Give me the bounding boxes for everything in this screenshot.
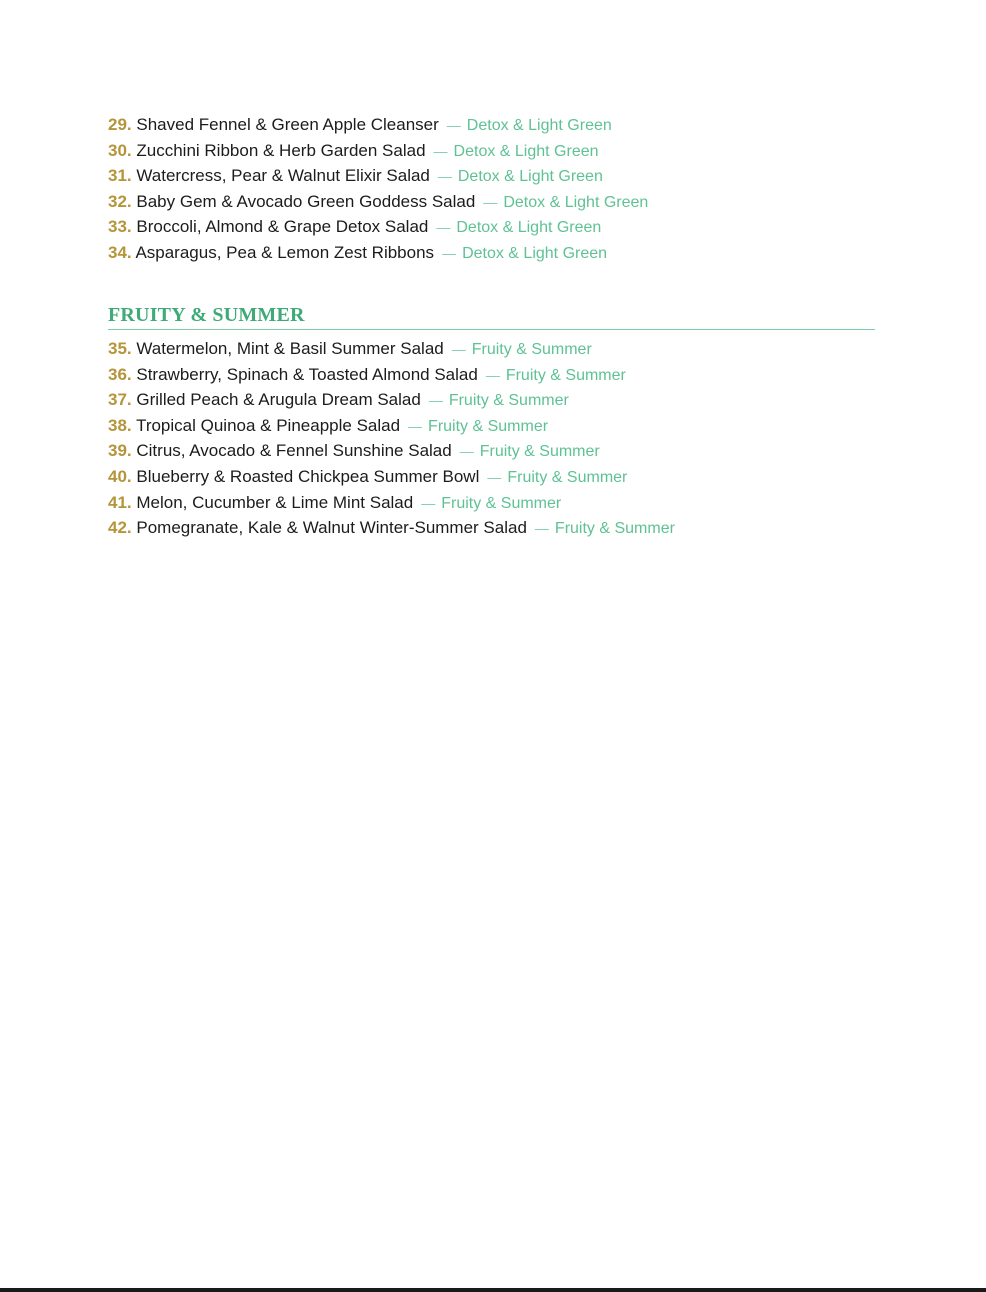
item-separator: — bbox=[485, 366, 500, 383]
item-number: 38. bbox=[108, 415, 132, 435]
item-title: Citrus, Avocado & Fennel Sunshine Salad bbox=[136, 441, 452, 461]
item-category: Fruity & Summer bbox=[471, 341, 592, 358]
list-item bbox=[108, 112, 648, 138]
item-number: 32. bbox=[108, 191, 132, 211]
item-separator: — bbox=[451, 341, 466, 357]
item-number: 29. bbox=[108, 115, 132, 134]
item-title: Blueberry & Roasted Chickpea Summer Bowl bbox=[136, 466, 480, 486]
section-heading-fruity-summer: FRUITY & SUMMER bbox=[108, 304, 305, 326]
item-number: 35. bbox=[108, 339, 132, 358]
list-item bbox=[108, 362, 675, 388]
item-title: Shaved Fennel & Green Apple Cleanser bbox=[136, 115, 439, 134]
item-number: 34. bbox=[108, 242, 132, 262]
list-item bbox=[108, 387, 675, 413]
fruity-salad-list bbox=[108, 336, 675, 541]
item-number: 39. bbox=[108, 441, 132, 461]
item-separator: — bbox=[408, 417, 423, 434]
list-item bbox=[108, 214, 648, 240]
item-category: Detox & Light Green bbox=[462, 244, 608, 262]
item-number: 41. bbox=[108, 492, 132, 512]
list-item bbox=[108, 240, 648, 266]
item-category: Detox & Light Green bbox=[466, 117, 612, 134]
item-number: 30. bbox=[108, 140, 132, 160]
list-item bbox=[108, 163, 648, 189]
section-divider bbox=[108, 329, 875, 330]
item-title: Melon, Cucumber & Lime Mint Salad bbox=[136, 492, 414, 512]
item-category: Detox & Light Green bbox=[457, 168, 603, 186]
list-item bbox=[108, 438, 675, 464]
item-category: Fruity & Summer bbox=[554, 520, 675, 538]
item-separator: — bbox=[483, 193, 498, 210]
item-title: Broccoli, Almond & Grape Detox Salad bbox=[136, 217, 429, 237]
item-title: Grilled Peach & Arugula Dream Salad bbox=[136, 390, 421, 410]
item-category: Detox & Light Green bbox=[453, 142, 599, 160]
item-separator: — bbox=[421, 494, 436, 511]
list-item bbox=[108, 515, 675, 541]
item-title: Baby Gem & Avocado Green Goddess Salad bbox=[136, 191, 476, 211]
item-title: Tropical Quinoa & Pineapple Salad bbox=[136, 415, 401, 435]
item-number: 31. bbox=[108, 166, 132, 186]
list-item bbox=[108, 464, 675, 490]
item-separator: — bbox=[436, 219, 451, 236]
item-separator: — bbox=[433, 142, 448, 159]
item-number: 33. bbox=[108, 217, 132, 237]
item-title: Strawberry, Spinach & Toasted Almond Salad bbox=[136, 364, 478, 384]
item-separator: — bbox=[487, 468, 502, 485]
item-category: Fruity & Summer bbox=[441, 494, 562, 512]
item-title: Zucchini Ribbon & Herb Garden Salad bbox=[136, 140, 426, 160]
item-title: Watercress, Pear & Walnut Elixir Salad bbox=[136, 166, 430, 186]
item-separator: — bbox=[446, 117, 461, 133]
item-separator: — bbox=[459, 443, 474, 460]
item-number: 36. bbox=[108, 364, 132, 384]
item-category: Fruity & Summer bbox=[507, 468, 628, 486]
item-category: Detox & Light Green bbox=[503, 193, 649, 211]
item-separator: — bbox=[534, 520, 549, 537]
item-separator: — bbox=[437, 168, 452, 185]
item-title: Watermelon, Mint & Basil Summer Salad bbox=[136, 339, 444, 358]
item-category: Fruity & Summer bbox=[479, 443, 600, 461]
item-category: Fruity & Summer bbox=[428, 417, 549, 435]
item-title: Asparagus, Pea & Lemon Zest Ribbons bbox=[135, 242, 435, 262]
item-separator: — bbox=[428, 392, 443, 409]
list-item bbox=[108, 413, 675, 439]
list-item bbox=[108, 189, 648, 215]
item-category: Detox & Light Green bbox=[456, 219, 602, 237]
item-category: Fruity & Summer bbox=[505, 366, 626, 384]
item-category: Fruity & Summer bbox=[448, 392, 569, 410]
list-item bbox=[108, 490, 675, 516]
item-separator: — bbox=[442, 244, 457, 261]
item-number: 37. bbox=[108, 390, 132, 410]
item-number: 42. bbox=[108, 518, 132, 538]
detox-salad-list bbox=[108, 112, 648, 266]
list-item bbox=[108, 138, 648, 164]
list-item bbox=[108, 336, 675, 362]
page-bottom-edge bbox=[0, 1288, 986, 1292]
item-title: Pomegranate, Kale & Walnut Winter-Summer Salad bbox=[136, 518, 527, 538]
item-number: 40. bbox=[108, 466, 132, 486]
